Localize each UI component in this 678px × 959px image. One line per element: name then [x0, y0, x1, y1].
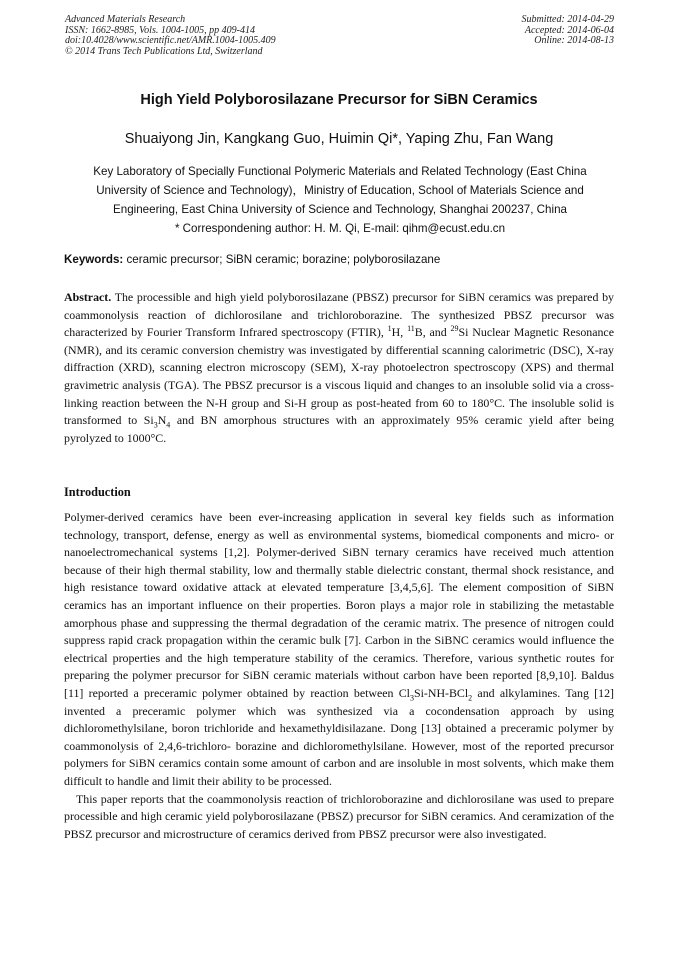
- keywords-text: ceramic precursor; SiBN ceramic; borazine; polyborosilazane: [123, 253, 441, 266]
- author-list: Shuaiyong Jin, Kangkang Guo, Huimin Qi*, Yaping Zhu, Fan Wang: [124, 131, 554, 147]
- abstract-text: N: [157, 413, 167, 428]
- intro-text: Si-NH-BCl: [413, 685, 469, 700]
- intro-text: and alkylamines. Tang [12] invented a preceramic polymer which was synthesized via a cocondensation approach by using dichloromethylsilane, boron trichloride and hexamethyldisilazane. Dong [13] obtained a preceramic polymer by coammonolysis of 2,4,6-trichloro- borazine and dichloromethylsilane. However, most of the reported precursor polymers for SiBN ceramics contain some amount of carbon and are insoluble in most solvents, which make them difficult to handle and limit their ability to be processed.: [64, 685, 614, 788]
- intro-paragraph: This paper reports that the coammonolysis reaction of trichloroborazine and dichlorosilane was used to prepare processible and high ceramic yield polyborosilazane (PBSZ) precursor for SiBN ceramics. And ceramization of the PBSZ precursor and microstructure of ceramics derived from PBSZ precursor were also investigated.: [64, 791, 614, 841]
- section-heading-introduction: Introduction: [64, 485, 131, 499]
- affiliation-line: University of Science and Technology)，Ministry of Education, School of Materials Science and: [96, 184, 584, 197]
- introduction-body: [64, 509, 614, 843]
- abstract-text: H,: [391, 325, 408, 340]
- intro-paragraph: [64, 510, 614, 788]
- subscript: 3: [153, 420, 158, 430]
- journal-copyright: © 2014 Trans Tech Publications Ltd, Switzerland: [65, 45, 263, 57]
- journal-issn: ISSN: 1662-8985, Vols. 1004-1005, pp 409-414: [65, 24, 255, 36]
- abstract-label: Abstract.: [64, 290, 112, 304]
- affiliation: [62, 162, 618, 238]
- affiliation-line: Key Laboratory of Specially Functional Polymeric Materials and Related Technology (East China: [93, 165, 587, 178]
- keywords-label: Keywords:: [64, 253, 124, 266]
- date-submitted: Submitted: 2014-04-29: [521, 14, 614, 25]
- subscript: 4: [166, 420, 171, 430]
- superscript: 1: [387, 324, 392, 334]
- subscript: 2: [468, 693, 473, 703]
- intro-text: Polymer-derived ceramics have been ever-increasing application in several key fields such as information technology, transport, defense, energy as well as environmental systems, biomedical components and micro- or nanoelectromechanical systems [1,2]. Polymer-derived SiBN ternary ceramics have received much attention because of their high thermal stability, low and thermally stable dielectric constant, thermal shock resistance, and high resistance toward oxidative attack at elevated temperature [3,4,5,6]. The element composition of SiBN ceramics has an important influence on their properties. Boron plays a major role in stabilizing the metastable amorphous phase and suppressing the thermal degradation of the ceramic matrix. The presence of nitrogen could suppress rapid crack propagation within the ceramic bulk [7]. Carbon in the SiBNC ceramics would influence the electrical properties and the high temperature stability of the ceramics. Therefore, various synthetic routes for preparing the polymer precursor for SiBN ceramic materials without carbon have been reported [8,9,10]. Baldus [11] reported a preceramic polymer obtained by reaction between Cl: [64, 510, 614, 700]
- date-online: Online: 2014-08-13: [534, 35, 614, 46]
- abstract-text: B, and: [414, 325, 451, 340]
- keywords: [64, 253, 616, 266]
- journal-info: [65, 15, 276, 57]
- abstract: [64, 289, 614, 447]
- corresponding-author: * Correspondening author: H. M. Qi, E-mail: qihm@ecust.edu.cn: [174, 222, 506, 235]
- journal-doi: doi:10.4028/www.scientific.net/AMR.1004-1005.409: [65, 35, 276, 46]
- publication-dates: [522, 15, 615, 47]
- affiliation-line: Engineering, East China University of Science and Technology, Shanghai 200237, China: [113, 203, 567, 216]
- superscript: 11: [407, 324, 415, 334]
- abstract-text: Si Nuclear Magnetic Resonance (NMR), and its ceramic conversion chemistry was investigated by differential scanning calorimetric (DSC), X-ray diffraction (XRD), scanning electron microscopy (SEM), X-ray photoelectron spectroscopy (XPS) and thermal gravimetric analysis (TGA). The PBSZ precursor is a viscous liquid and changes to an insoluble solid via a cross-linking reaction between the N-H group and Si-H group as post-heated from 60 to 180°C. The insoluble solid is transformed to Si: [64, 325, 614, 428]
- paper-title: High Yield Polyborosilazane Precursor for SiBN Ceramics: [140, 92, 538, 108]
- superscript: 29: [450, 324, 459, 334]
- journal-name: Advanced Materials Research: [65, 14, 186, 25]
- subscript: 3: [409, 693, 414, 703]
- date-accepted: Accepted: 2014-06-04: [524, 24, 614, 36]
- abstract-text: and BN amorphous structures with an approximately 95% ceramic yield after being pyrolyzed to 1000°C.: [64, 413, 614, 445]
- abstract-text: The processible and high yield polyborosilazane (PBSZ) precursor for SiBN ceramics was prepared by coammonolysis reaction of dichlorosilane and trichloroborazine. The synthesized PBSZ precursor was characterized by Fourier Transform Infrared spectroscopy (FTIR),: [64, 290, 614, 340]
